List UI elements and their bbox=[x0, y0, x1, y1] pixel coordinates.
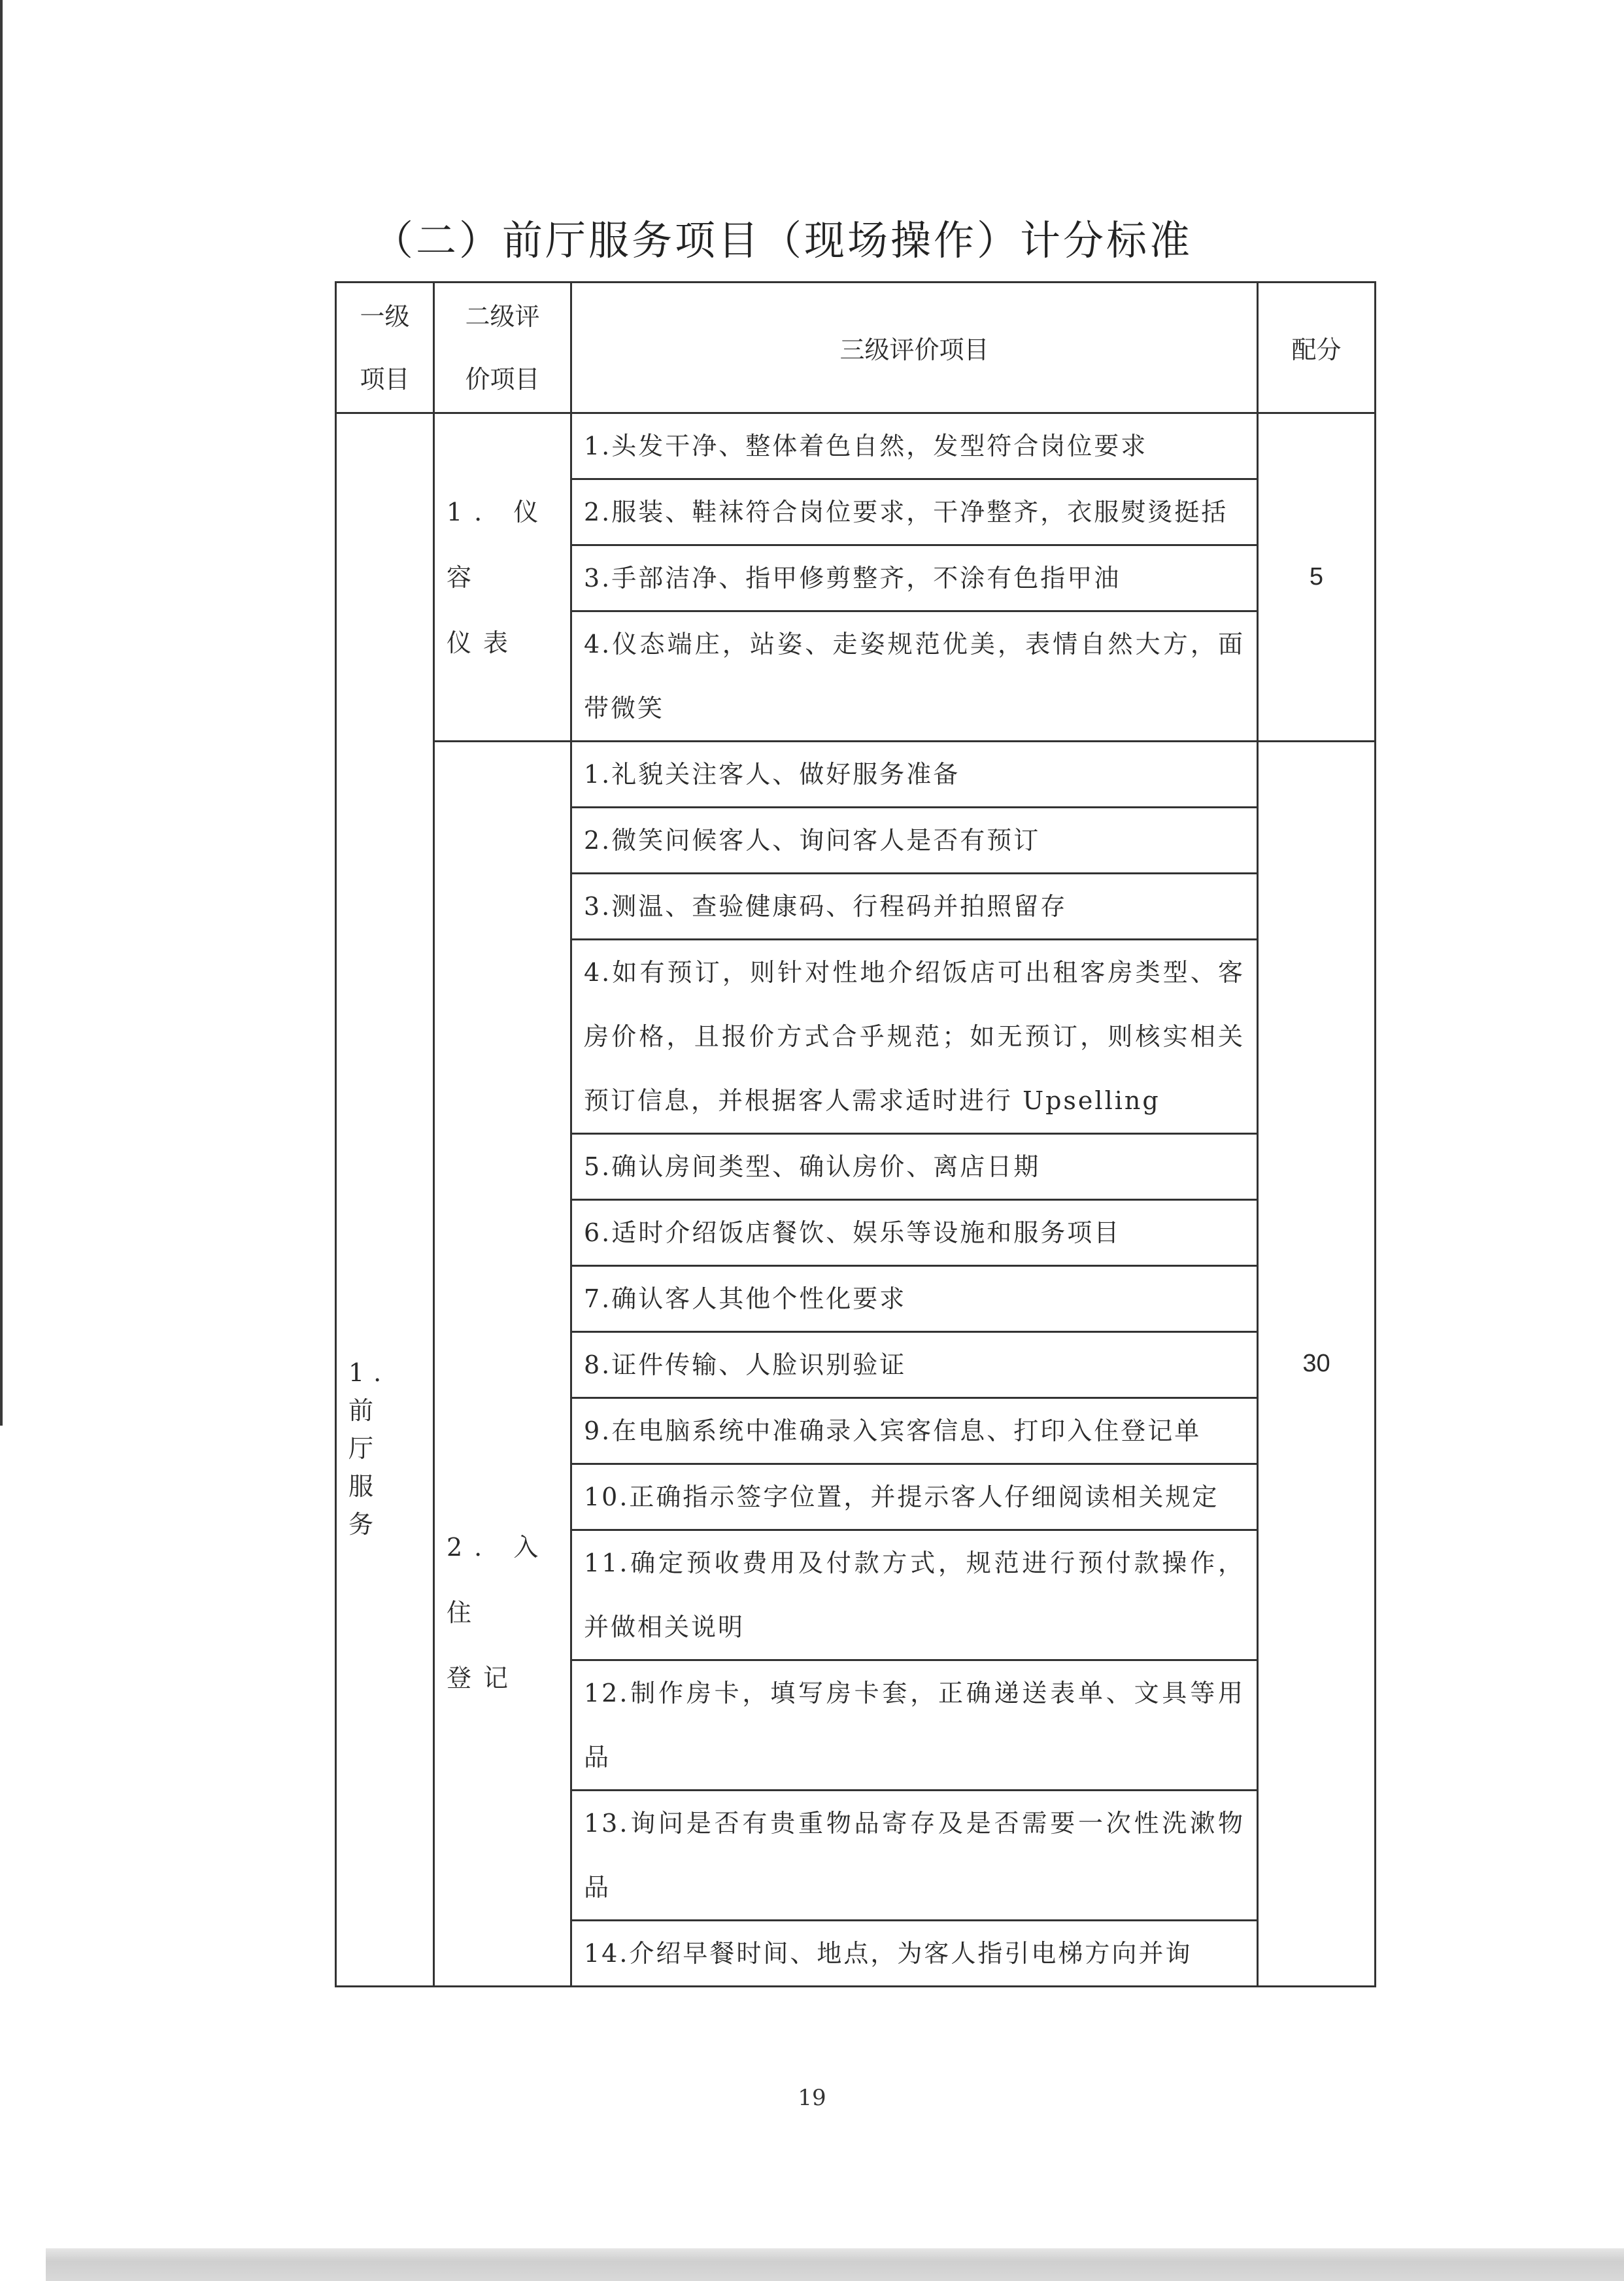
level1-line3: 务 bbox=[348, 1509, 383, 1539]
level2-check-in-line1: 2. 入 住 bbox=[447, 1532, 550, 1627]
item-text: 3.测温、查验健康码、行程码并拍照留存 bbox=[571, 874, 1258, 940]
level2-check-in bbox=[434, 742, 571, 1987]
item-text: 3.手部洁净、指甲修剪整齐，不涂有色指甲油 bbox=[571, 545, 1258, 611]
item-text: 12.制作房卡，填写房卡套，正确递送表单、文具等用品 bbox=[571, 1660, 1258, 1791]
table-row bbox=[336, 742, 1376, 808]
header-level2 bbox=[434, 283, 571, 413]
header-level3: 三级评价项目 bbox=[571, 283, 1258, 413]
level2-check-in-line2: 登记 bbox=[447, 1663, 520, 1692]
table-row bbox=[336, 413, 1376, 479]
item-text: 6.适时介绍饭店餐饮、娱乐等设施和服务项目 bbox=[571, 1200, 1258, 1266]
item-text: 1.头发干净、整体着色自然，发型符合岗位要求 bbox=[571, 413, 1258, 479]
item-text: 5.确认房间类型、确认房价、离店日期 bbox=[571, 1134, 1258, 1200]
item-text: 4.仪态端庄，站姿、走姿规范优美，表情自然大方，面带微笑 bbox=[571, 611, 1258, 742]
item-text: 11.确定预收费用及付款方式，规范进行预付款操作，并做相关说明 bbox=[571, 1530, 1258, 1660]
header-score: 配分 bbox=[1258, 283, 1376, 413]
item-text: 9.在电脑系统中准确录入宾客信息、打印入住登记单 bbox=[571, 1398, 1258, 1464]
header-level1-line1: 一级 bbox=[360, 301, 410, 331]
page-title: （二）前厅服务项目（现场操作）计分标准 bbox=[373, 216, 1193, 264]
item-text: 1.礼貌关注客人、做好服务准备 bbox=[571, 742, 1258, 808]
page-number: 19 bbox=[798, 2085, 826, 2111]
level2-appearance-line1: 1. 仪 容 bbox=[447, 497, 550, 592]
level2-appearance bbox=[434, 413, 571, 742]
header-level2-line2: 价项目 bbox=[465, 364, 540, 394]
level2-appearance-line2: 仪表 bbox=[447, 628, 520, 657]
score-check-in: 30 bbox=[1258, 742, 1376, 1987]
item-text: 2.微笑问候客人、询问客人是否有预订 bbox=[571, 808, 1258, 874]
item-text: 14.介绍早餐时间、地点，为客人指引电梯方向并询 bbox=[571, 1921, 1258, 1987]
level1-line2: 厅 服 bbox=[348, 1433, 383, 1501]
header-level1-line2: 项目 bbox=[360, 364, 410, 394]
score-appearance: 5 bbox=[1258, 413, 1376, 742]
item-text: 10.正确指示签字位置，并提示客人仔细阅读相关规定 bbox=[571, 1464, 1258, 1530]
scan-artifact-band bbox=[46, 2248, 1624, 2281]
level1-line1: 1. 前 bbox=[348, 1358, 391, 1425]
scoring-table bbox=[335, 281, 1376, 1987]
header-level1 bbox=[336, 283, 434, 413]
header-level2-line1: 二级评 bbox=[465, 301, 540, 331]
item-text: 13.询问是否有贵重物品寄存及是否需要一次性洗漱物品 bbox=[571, 1791, 1258, 1921]
item-text: 4.如有预订，则针对性地介绍饭店可出租客房类型、客房价格，且报价方式合乎规范；如无预订，则核实相关预订信息，并根据客人需求适时进行 Upselling bbox=[571, 940, 1258, 1134]
table-header-row bbox=[336, 283, 1376, 413]
item-text: 8.证件传输、人脸识别验证 bbox=[571, 1332, 1258, 1398]
level1-front-office-service bbox=[336, 413, 434, 1987]
item-text: 7.确认客人其他个性化要求 bbox=[571, 1266, 1258, 1332]
item-text: 2.服装、鞋袜符合岗位要求，干净整齐，衣服熨烫挺括 bbox=[571, 479, 1258, 545]
scan-left-edge bbox=[0, 0, 3, 1426]
